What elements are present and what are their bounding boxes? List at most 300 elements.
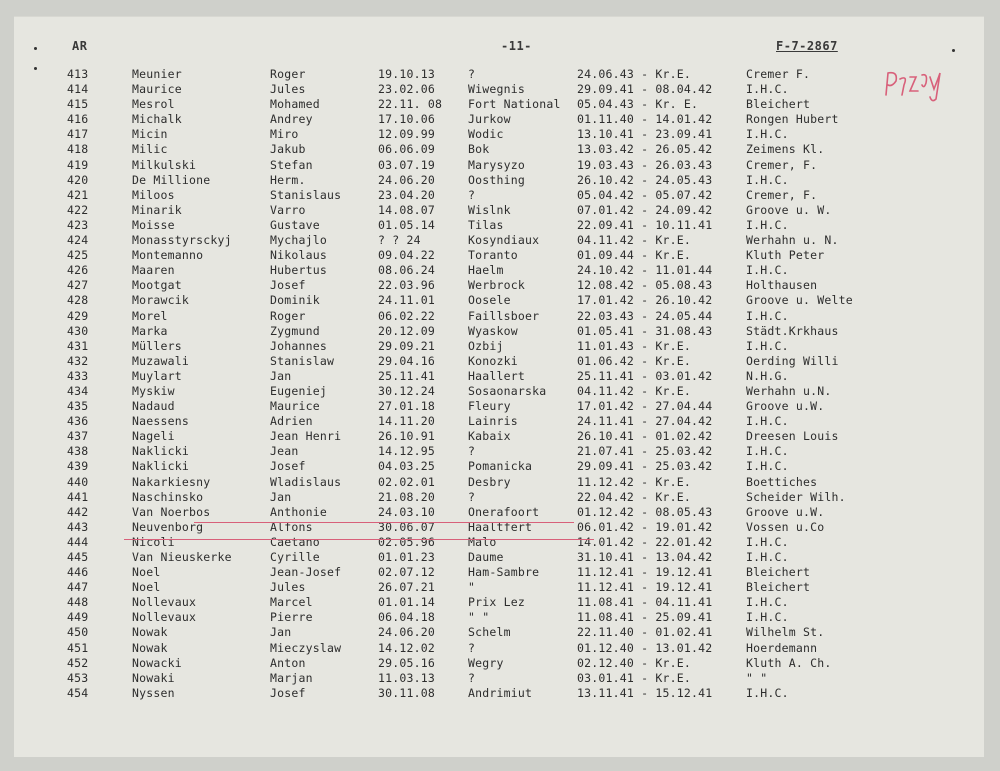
first-name: Mychajlo: [270, 233, 327, 248]
birth-date: 06.02.22: [378, 308, 435, 323]
employer: Zeimens Kl.: [746, 142, 825, 157]
employer: I.H.C.: [746, 459, 789, 474]
employer: Städt.Krkhaus: [746, 323, 839, 338]
table-row: [14, 263, 984, 278]
birth-place: Bok: [468, 142, 490, 157]
birth-place: Kosyndiaux: [468, 233, 540, 248]
table-row: [14, 369, 984, 384]
header-archive-code: AR: [72, 39, 88, 53]
birth-place: Sosaonarska: [468, 383, 547, 398]
first-name: Cyrille: [270, 550, 320, 564]
employer: Oerding Willi: [746, 353, 839, 368]
employer: I.H.C.: [746, 263, 789, 278]
employment-period: 01.06.42 - Kr.E.: [577, 353, 691, 368]
registry-table: [14, 67, 984, 701]
employer: Groove u. W.: [746, 202, 832, 217]
employment-period: 01.05.41 - 31.08.43: [577, 323, 713, 338]
surname: Mootgat: [132, 278, 182, 293]
table-row: [14, 610, 984, 625]
first-name: Jan: [270, 489, 292, 504]
row-number: 452: [67, 655, 89, 670]
row-number: 434: [67, 383, 89, 398]
birth-place: Wyaskow: [468, 323, 518, 338]
table-row: [14, 112, 984, 127]
row-number: 423: [67, 217, 89, 232]
employer: " ": [746, 670, 768, 685]
birth-place: ?: [468, 67, 476, 81]
employer: Boettiches: [746, 474, 818, 489]
first-name: Marcel: [270, 595, 313, 610]
employment-period: 01.11.40 - 14.01.42: [577, 112, 713, 127]
table-row: [14, 293, 984, 308]
surname: De Millione: [132, 172, 211, 187]
first-name: Anthonie: [270, 504, 327, 519]
employer: I.H.C.: [746, 534, 789, 549]
birth-date: 01.05.14: [378, 217, 435, 232]
table-row: [14, 173, 984, 188]
surname: Nowacki: [132, 655, 182, 670]
birth-place: ?: [468, 444, 476, 459]
birth-date: 12.09.99: [378, 127, 435, 142]
birth-date: 20.12.09: [378, 323, 435, 338]
birth-place: Haaltfert: [468, 519, 533, 534]
birth-place: Fort National: [468, 97, 561, 112]
employment-period: 29.09.41 - 08.04.42: [577, 82, 713, 97]
surname: Nowaki: [132, 670, 175, 685]
table-row: [14, 97, 984, 112]
birth-place: Werbrock: [468, 278, 525, 293]
first-name: Andrey: [270, 112, 313, 127]
surname: Naschinsko: [132, 489, 204, 504]
first-name: Stanislaus: [270, 187, 342, 202]
first-name: Dominik: [270, 293, 320, 308]
employer: Hoerdemann: [746, 640, 818, 655]
employment-period: 13.11.41 - 15.12.41: [577, 685, 713, 700]
first-name: Jean: [270, 444, 299, 459]
birth-place: Malo: [468, 534, 497, 549]
table-row: [14, 158, 984, 173]
first-name: Caetano: [270, 534, 320, 549]
birth-date: 27.01.18: [378, 399, 435, 414]
birth-date: 29.09.21: [378, 338, 435, 353]
employer: I.H.C.: [746, 610, 789, 625]
birth-place: Haallert: [468, 368, 525, 383]
employment-period: 06.01.42 - 19.01.42: [577, 519, 713, 534]
table-row: [14, 142, 984, 157]
employer: Dreesen Louis: [746, 429, 839, 444]
document-page: [14, 16, 984, 757]
row-number: 450: [67, 625, 89, 640]
surname: Nadaud: [132, 399, 175, 414]
first-name: Anton: [270, 655, 306, 670]
birth-place: Wodic: [468, 127, 504, 142]
birth-date: 01.01.14: [378, 595, 435, 610]
birth-date: 04.03.25: [378, 459, 435, 474]
first-name: Jules: [270, 82, 306, 97]
birth-place: Jurkow: [468, 112, 511, 127]
table-row: [14, 671, 984, 686]
row-number: 433: [67, 368, 89, 383]
birth-place: Marysyzo: [468, 157, 525, 172]
surname: Nageli: [132, 429, 175, 444]
document-reference: F-7-2867: [776, 39, 838, 53]
employment-period: 24.11.41 - 27.04.42: [577, 414, 713, 429]
strike-through-line: [194, 522, 574, 523]
birth-date: 14.12.95: [378, 444, 435, 459]
first-name: Alfons: [270, 519, 313, 534]
row-number: 445: [67, 550, 89, 564]
employment-period: 17.01.42 - 26.10.42: [577, 293, 713, 308]
table-row: [14, 354, 984, 369]
employer: Wilhelm St.: [746, 625, 825, 640]
birth-date: 30.11.08: [378, 685, 435, 700]
table-row: [14, 656, 984, 671]
row-number: 431: [67, 338, 89, 353]
first-name: Jules: [270, 580, 306, 595]
employer: I.H.C.: [746, 595, 789, 610]
employment-period: 11.08.41 - 04.11.41: [577, 595, 713, 610]
table-row: [14, 67, 984, 82]
row-number: 430: [67, 323, 89, 338]
employer: I.H.C.: [746, 444, 789, 459]
birth-place: ?: [468, 640, 476, 655]
birth-date: 19.10.13: [378, 67, 435, 81]
employment-period: 24.10.42 - 11.01.44: [577, 263, 713, 278]
surname: Mesrol: [132, 97, 175, 112]
employment-period: 01.12.42 - 08.05.43: [577, 504, 713, 519]
row-number: 436: [67, 414, 89, 429]
row-number: 421: [67, 187, 89, 202]
birth-place: Pomanicka: [468, 459, 533, 474]
birth-date: 24.06.20: [378, 172, 435, 187]
surname: Naklicki: [132, 444, 189, 459]
surname: Michalk: [132, 112, 182, 127]
birth-date: 30.12.24: [378, 383, 435, 398]
row-number: 449: [67, 610, 89, 625]
birth-place: Ozbij: [468, 338, 504, 353]
birth-date: 23.02.06: [378, 82, 435, 97]
row-number: 447: [67, 580, 89, 595]
birth-date: 02.07.12: [378, 565, 435, 580]
employment-period: 13.10.41 - 23.09.41: [577, 127, 713, 142]
first-name: Roger: [270, 308, 306, 323]
surname: Van Nieuskerke: [132, 550, 232, 564]
first-name: Jan: [270, 368, 292, 383]
first-name: Maurice: [270, 399, 320, 414]
birth-date: 01.01.23: [378, 550, 435, 564]
birth-place: Ham-Sambre: [468, 565, 540, 580]
birth-place: Wegry: [468, 655, 504, 670]
surname: Maaren: [132, 263, 175, 278]
birth-place: " ": [468, 610, 490, 625]
birth-place: Oosthing: [468, 172, 525, 187]
birth-place: Lainris: [468, 414, 518, 429]
first-name: Jakub: [270, 142, 306, 157]
birth-date: 14.11.20: [378, 414, 435, 429]
employer: I.H.C.: [746, 82, 789, 97]
employment-period: 21.07.41 - 25.03.42: [577, 444, 713, 459]
row-number: 428: [67, 293, 89, 308]
surname: Morel: [132, 308, 168, 323]
table-row: [14, 233, 984, 248]
surname: Micin: [132, 127, 168, 142]
employer: I.H.C.: [746, 308, 789, 323]
row-number: 443: [67, 519, 89, 534]
employer: I.H.C.: [746, 414, 789, 429]
surname: Myskiw: [132, 383, 175, 398]
surname: Milkulski: [132, 157, 197, 172]
row-number: 442: [67, 504, 89, 519]
employer: Groove u.W.: [746, 399, 825, 414]
employer: Groove u.W.: [746, 504, 825, 519]
first-name: Pierre: [270, 610, 313, 625]
surname: Van Noerbos: [132, 504, 211, 519]
table-row: [14, 490, 984, 505]
punch-mark: [34, 47, 37, 50]
birth-place: Andrimiut: [468, 685, 533, 700]
table-row: [14, 339, 984, 354]
row-number: 414: [67, 82, 89, 97]
employer: I.H.C.: [746, 172, 789, 187]
row-number: 429: [67, 308, 89, 323]
page-number: -11-: [501, 39, 532, 53]
employment-period: 11.12.41 - 19.12.41: [577, 565, 713, 580]
birth-date: 24.11.01: [378, 293, 435, 308]
first-name: Hubertus: [270, 263, 327, 278]
first-name: Jean-Josef: [270, 565, 342, 580]
employment-period: 29.09.41 - 25.03.42: [577, 459, 713, 474]
row-number: 446: [67, 565, 89, 580]
birth-date: 21.08.20: [378, 489, 435, 504]
first-name: Josef: [270, 278, 306, 293]
row-number: 413: [67, 67, 89, 81]
row-number: 418: [67, 142, 89, 157]
employment-period: 22.04.42 - Kr.E.: [577, 489, 691, 504]
employment-period: 05.04.43 - Kr. E.: [577, 97, 699, 112]
birth-date: 26.10.91: [378, 429, 435, 444]
row-number: 426: [67, 263, 89, 278]
surname: Noel: [132, 565, 161, 580]
birth-date: 06.04.18: [378, 610, 435, 625]
birth-date: 26.07.21: [378, 580, 435, 595]
employment-period: 03.01.41 - Kr.E.: [577, 670, 691, 685]
table-row: [14, 475, 984, 490]
first-name: Marjan: [270, 670, 313, 685]
birth-date: 23.04.20: [378, 187, 435, 202]
first-name: Stanislaw: [270, 353, 335, 368]
first-name: Mohamed: [270, 97, 320, 112]
table-row: [14, 686, 984, 701]
surname: Neuvenborg: [132, 519, 204, 534]
table-row: [14, 625, 984, 640]
surname: Nollevaux: [132, 610, 197, 625]
employer: N.H.G.: [746, 368, 789, 383]
employer: Bleichert: [746, 580, 811, 595]
birth-date: 29.04.16: [378, 353, 435, 368]
first-name: Nikolaus: [270, 248, 327, 263]
birth-date: 17.10.06: [378, 112, 435, 127]
employment-period: 07.01.42 - 24.09.42: [577, 202, 713, 217]
employer: Rongen Hubert: [746, 112, 839, 127]
table-row: [14, 414, 984, 429]
surname: Minarik: [132, 202, 182, 217]
employment-period: 11.12.41 - 19.12.41: [577, 580, 713, 595]
birth-place: ": [468, 580, 476, 595]
employment-period: 11.12.42 - Kr.E.: [577, 474, 691, 489]
birth-date: 06.06.09: [378, 142, 435, 157]
employer: Groove u. Welte: [746, 293, 853, 308]
birth-place: Toranto: [468, 248, 518, 263]
table-row: [14, 535, 984, 550]
birth-place: ?: [468, 670, 476, 685]
employment-period: 14.01.42 - 22.01.42: [577, 534, 713, 549]
birth-place: Oosele: [468, 293, 511, 308]
row-number: 419: [67, 157, 89, 172]
employment-period: 24.06.43 - Kr.E.: [577, 67, 691, 81]
birth-place: Konozki: [468, 353, 518, 368]
birth-date: 02.02.01: [378, 474, 435, 489]
table-row: [14, 429, 984, 444]
employment-period: 05.04.42 - 05.07.42: [577, 187, 713, 202]
row-number: 438: [67, 444, 89, 459]
birth-place: Prix Lez: [468, 595, 525, 610]
employment-period: 22.03.43 - 24.05.44: [577, 308, 713, 323]
table-row: [14, 188, 984, 203]
first-name: Stefan: [270, 157, 313, 172]
birth-place: Wiwegnis: [468, 82, 525, 97]
birth-place: Fleury: [468, 399, 511, 414]
employment-period: 22.09.41 - 10.11.41: [577, 217, 713, 232]
surname: Morawcik: [132, 293, 189, 308]
row-number: 454: [67, 685, 89, 700]
row-number: 440: [67, 474, 89, 489]
employer: Holthausen: [746, 278, 818, 293]
birth-place: ?: [468, 489, 476, 504]
surname: Nicoli: [132, 534, 175, 549]
table-row: [14, 399, 984, 414]
surname: Nakarkiesny: [132, 474, 211, 489]
row-number: 425: [67, 248, 89, 263]
surname: Nowak: [132, 625, 168, 640]
birth-date: 24.06.20: [378, 625, 435, 640]
row-number: 420: [67, 172, 89, 187]
surname: Müllers: [132, 338, 182, 353]
surname: Naklicki: [132, 459, 189, 474]
first-name: Roger: [270, 67, 306, 81]
row-number: 415: [67, 97, 89, 112]
birth-date: 30.06.07: [378, 519, 435, 534]
birth-place: Daume: [468, 550, 504, 564]
surname: Nowak: [132, 640, 168, 655]
table-row: [14, 203, 984, 218]
birth-date: 25.11.41: [378, 368, 435, 383]
employment-period: 02.12.40 - Kr.E.: [577, 655, 691, 670]
row-number: 416: [67, 112, 89, 127]
employment-period: 12.08.42 - 05.08.43: [577, 278, 713, 293]
row-number: 437: [67, 429, 89, 444]
first-name: Varro: [270, 202, 306, 217]
table-row: [14, 218, 984, 233]
birth-date: 02.05.96: [378, 534, 435, 549]
employer: I.H.C.: [746, 127, 789, 142]
employer: Werhahn u.N.: [746, 383, 832, 398]
employment-period: 04.11.42 - Kr.E.: [577, 233, 691, 248]
employer: Vossen u.Co: [746, 519, 825, 534]
employment-period: 11.01.43 - Kr.E.: [577, 338, 691, 353]
surname: Milic: [132, 142, 168, 157]
birth-place: Desbry: [468, 474, 511, 489]
employer: Kluth A. Ch.: [746, 655, 832, 670]
birth-date: 08.06.24: [378, 263, 435, 278]
employment-period: 26.10.41 - 01.02.42: [577, 429, 713, 444]
row-number: 424: [67, 233, 89, 248]
employer: Cremer, F.: [746, 187, 818, 202]
surname: Muylart: [132, 368, 182, 383]
table-row: [14, 82, 984, 97]
employment-period: 01.09.44 - Kr.E.: [577, 248, 691, 263]
first-name: Gustave: [270, 217, 320, 232]
first-name: Josef: [270, 685, 306, 700]
birth-date: 11.03.13: [378, 670, 435, 685]
surname: Maurice: [132, 82, 182, 97]
surname: Marka: [132, 323, 168, 338]
employer: Werhahn u. N.: [746, 233, 839, 248]
table-row: [14, 641, 984, 656]
row-number: 422: [67, 202, 89, 217]
birth-place: ?: [468, 187, 476, 202]
row-number: 427: [67, 278, 89, 293]
surname: Muzawali: [132, 353, 189, 368]
table-row: [14, 324, 984, 339]
surname: Monasstyrsckyj: [132, 233, 232, 248]
birth-place: Kabaix: [468, 429, 511, 444]
employer: Cremer F.: [746, 67, 811, 81]
row-number: 451: [67, 640, 89, 655]
birth-place: Schelm: [468, 625, 511, 640]
employment-period: 17.01.42 - 27.04.44: [577, 399, 713, 414]
employer: Kluth Peter: [746, 248, 825, 263]
birth-date: ? ? 24: [378, 233, 421, 248]
birth-date: 29.05.16: [378, 655, 435, 670]
first-name: Zygmund: [270, 323, 320, 338]
row-number: 453: [67, 670, 89, 685]
surname: Noel: [132, 580, 161, 595]
employer: I.H.C.: [746, 550, 789, 564]
table-row: [14, 309, 984, 324]
employment-period: 26.10.42 - 24.05.43: [577, 172, 713, 187]
table-row: [14, 444, 984, 459]
employment-period: 01.12.40 - 13.01.42: [577, 640, 713, 655]
surname: Nyssen: [132, 685, 175, 700]
surname: Moisse: [132, 217, 175, 232]
employer: I.H.C.: [746, 685, 789, 700]
first-name: Jan: [270, 625, 292, 640]
first-name: Miro: [270, 127, 299, 142]
employment-period: 04.11.42 - Kr.E.: [577, 383, 691, 398]
surname: Montemanno: [132, 248, 204, 263]
employer: I.H.C.: [746, 217, 789, 232]
first-name: Johannes: [270, 338, 327, 353]
table-row: [14, 505, 984, 520]
strike-through-line: [124, 539, 594, 540]
table-row: [14, 565, 984, 580]
row-number: 444: [67, 534, 89, 549]
birth-place: Tilas: [468, 217, 504, 232]
row-number: 435: [67, 399, 89, 414]
employment-period: 13.03.42 - 26.05.42: [577, 142, 713, 157]
employment-period: 22.11.40 - 01.02.41: [577, 625, 713, 640]
first-name: Mieczyslaw: [270, 640, 342, 655]
